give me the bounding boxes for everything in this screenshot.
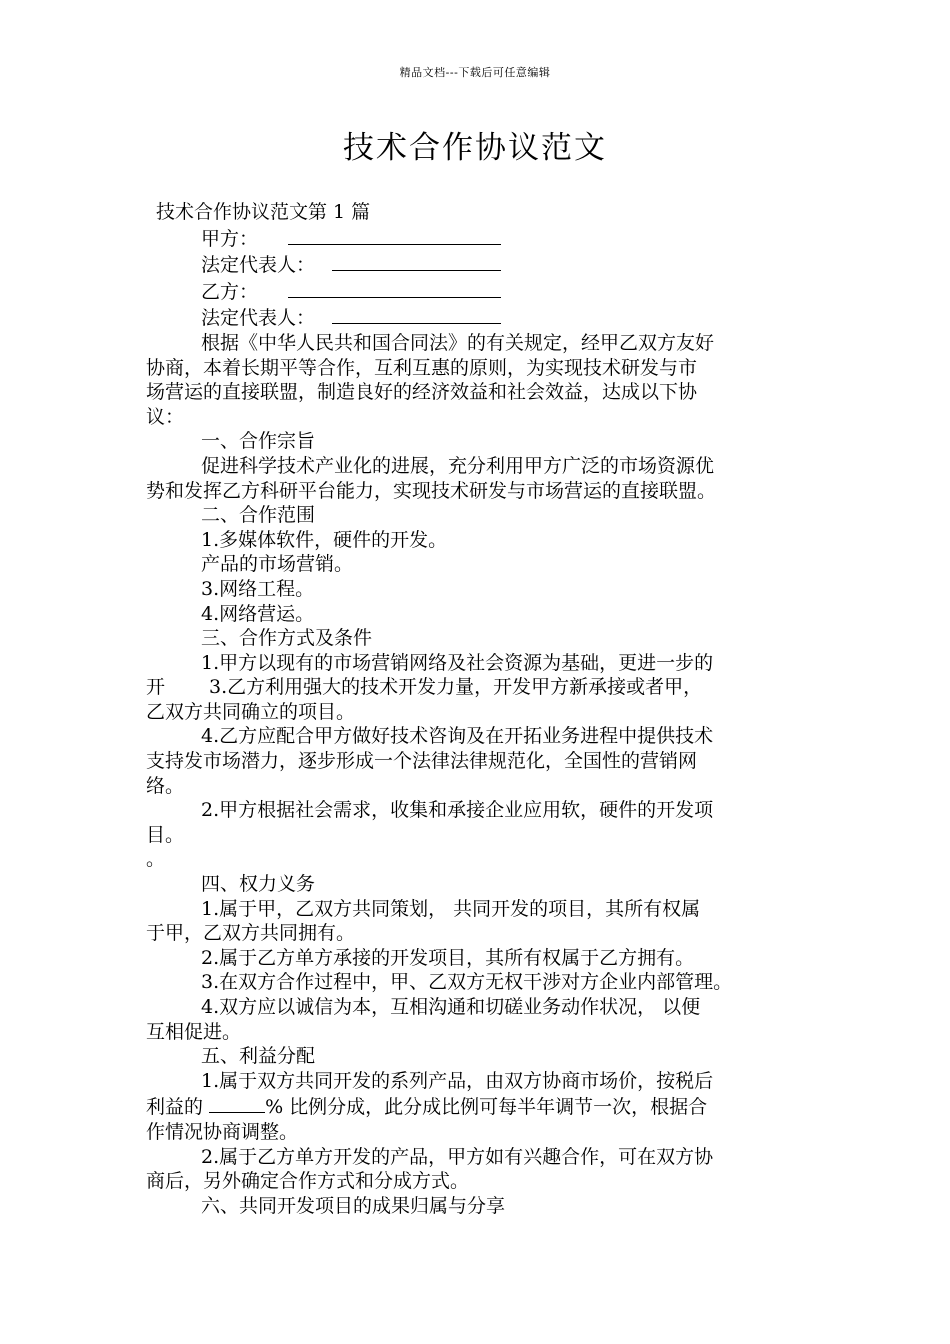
section-heading: 二、合作范围 — [201, 504, 316, 527]
list-item: 产品的市场营销。 — [201, 553, 354, 576]
paragraph-line: 乙双方共同确立的项目。 — [146, 700, 356, 723]
section-heading: 四、权力义务 — [201, 873, 316, 896]
party-a-line — [144, 225, 814, 252]
paragraph-line: 于甲，乙双方共同拥有。 — [146, 922, 356, 945]
paragraph-line: 4.双方应以诚信为本，互相沟通和切磋业务动作状况， 以便 — [201, 996, 701, 1018]
paragraph-line: 商后，另外确定合作方式和分成方式。 — [146, 1170, 470, 1193]
header-note: 精品文档---下载后可任意编辑 — [399, 66, 551, 79]
party-b-label: 乙方： — [201, 280, 259, 303]
party-a-blank — [288, 225, 501, 245]
list-item: 4.网络营运。 — [201, 602, 315, 625]
preamble-line: 协商，本着长期平等合作，互利互惠的原则，为实现技术研发与市 — [146, 356, 698, 379]
text-fragment: % 比例分成，此分成比例可每半年调节一次，根据合 — [265, 1096, 708, 1119]
party-b-rep-line — [144, 304, 814, 331]
party-b-rep-blank — [332, 304, 501, 324]
document-body — [144, 200, 814, 1218]
party-b-line — [144, 278, 814, 305]
paragraph-line: 促进科学技术产业化的进展，充分利用甲方广泛的市场资源优 — [201, 454, 715, 477]
list-item: 1.多媒体软件，硬件的开发。 — [201, 528, 448, 551]
stray-punctuation: 。 — [146, 848, 166, 871]
paragraph-line — [144, 1093, 814, 1120]
paragraph-line: 3.在双方合作过程中，甲、乙双方无权干涉对方企业内部管理。 — [201, 971, 733, 994]
percentage-blank — [209, 1093, 265, 1113]
paragraph-line: 1.甲方以现有的市场营销网络及社会资源为基础，更进一步的 — [201, 651, 714, 674]
preamble-line: 场营运的直接联盟，制造良好的经济效益和社会效益，达成以下协 — [146, 381, 698, 404]
paragraph-line: 目。 — [146, 823, 185, 846]
preamble-line: 根据《中华人民共和国合同法》的有关规定，经甲乙双方友好 — [201, 331, 715, 354]
party-a-rep-line — [144, 251, 814, 278]
paragraph-line: 互相促进。 — [146, 1020, 242, 1043]
party-b-rep-label: 法定代表人： — [201, 307, 316, 330]
text-fragment: 3.乙方利用强大的技术开发力量，开发甲方新承接或者甲， — [209, 676, 703, 699]
paragraph-line: 作情况协商调整。 — [146, 1120, 299, 1143]
paragraph-line: 支持发市场潜力，逐步形成一个法律法律规范化，全国性的营销网 — [146, 750, 698, 773]
preamble-line: 议： — [146, 405, 185, 428]
paragraph-line: 1.属于双方共同开发的系列产品，由双方协商市场价，按税后 — [201, 1069, 714, 1092]
paragraph-line: 势和发挥乙方科研平台能力，实现技术研发与市场营运的直接联盟。 — [146, 479, 717, 502]
text-fragment: 开 — [146, 676, 166, 699]
paragraph-line: 4.乙方应配合甲方做好技术咨询及在开拓业务进程中提供技术 — [201, 725, 714, 748]
section-heading: 六、共同开发项目的成果归属与分享 — [201, 1194, 506, 1217]
paragraph-line — [144, 675, 814, 700]
section-heading: 一、合作宗旨 — [201, 430, 316, 453]
section-heading: 三、合作方式及条件 — [201, 627, 373, 650]
document-title: 技术合作协议范文 — [343, 130, 607, 166]
paragraph-line: 2.属于乙方单方承接的开发项目，其所有权属于乙方拥有。 — [201, 946, 695, 969]
paragraph-line: 络。 — [146, 774, 185, 797]
paragraph-line: 2.属于乙方单方开发的产品，甲方如有兴趣合作，可在双方协 — [201, 1145, 714, 1168]
text-fragment: 利益的 — [146, 1096, 204, 1119]
section-heading: 五、利益分配 — [201, 1045, 316, 1068]
party-a-rep-blank — [332, 251, 501, 271]
paragraph-line: 1.属于甲，乙双方共同策划， 共同开发的项目，其所有权属 — [201, 897, 701, 920]
party-a-rep-label: 法定代表人： — [201, 254, 316, 277]
party-b-blank — [288, 278, 501, 298]
article-subtitle: 技术合作协议范文第 1 篇 — [156, 201, 371, 223]
list-item: 3.网络工程。 — [201, 577, 315, 600]
party-a-label: 甲方： — [201, 227, 259, 250]
paragraph-line: 2.甲方根据社会需求，收集和承接企业应用软，硬件的开发项 — [201, 799, 714, 822]
